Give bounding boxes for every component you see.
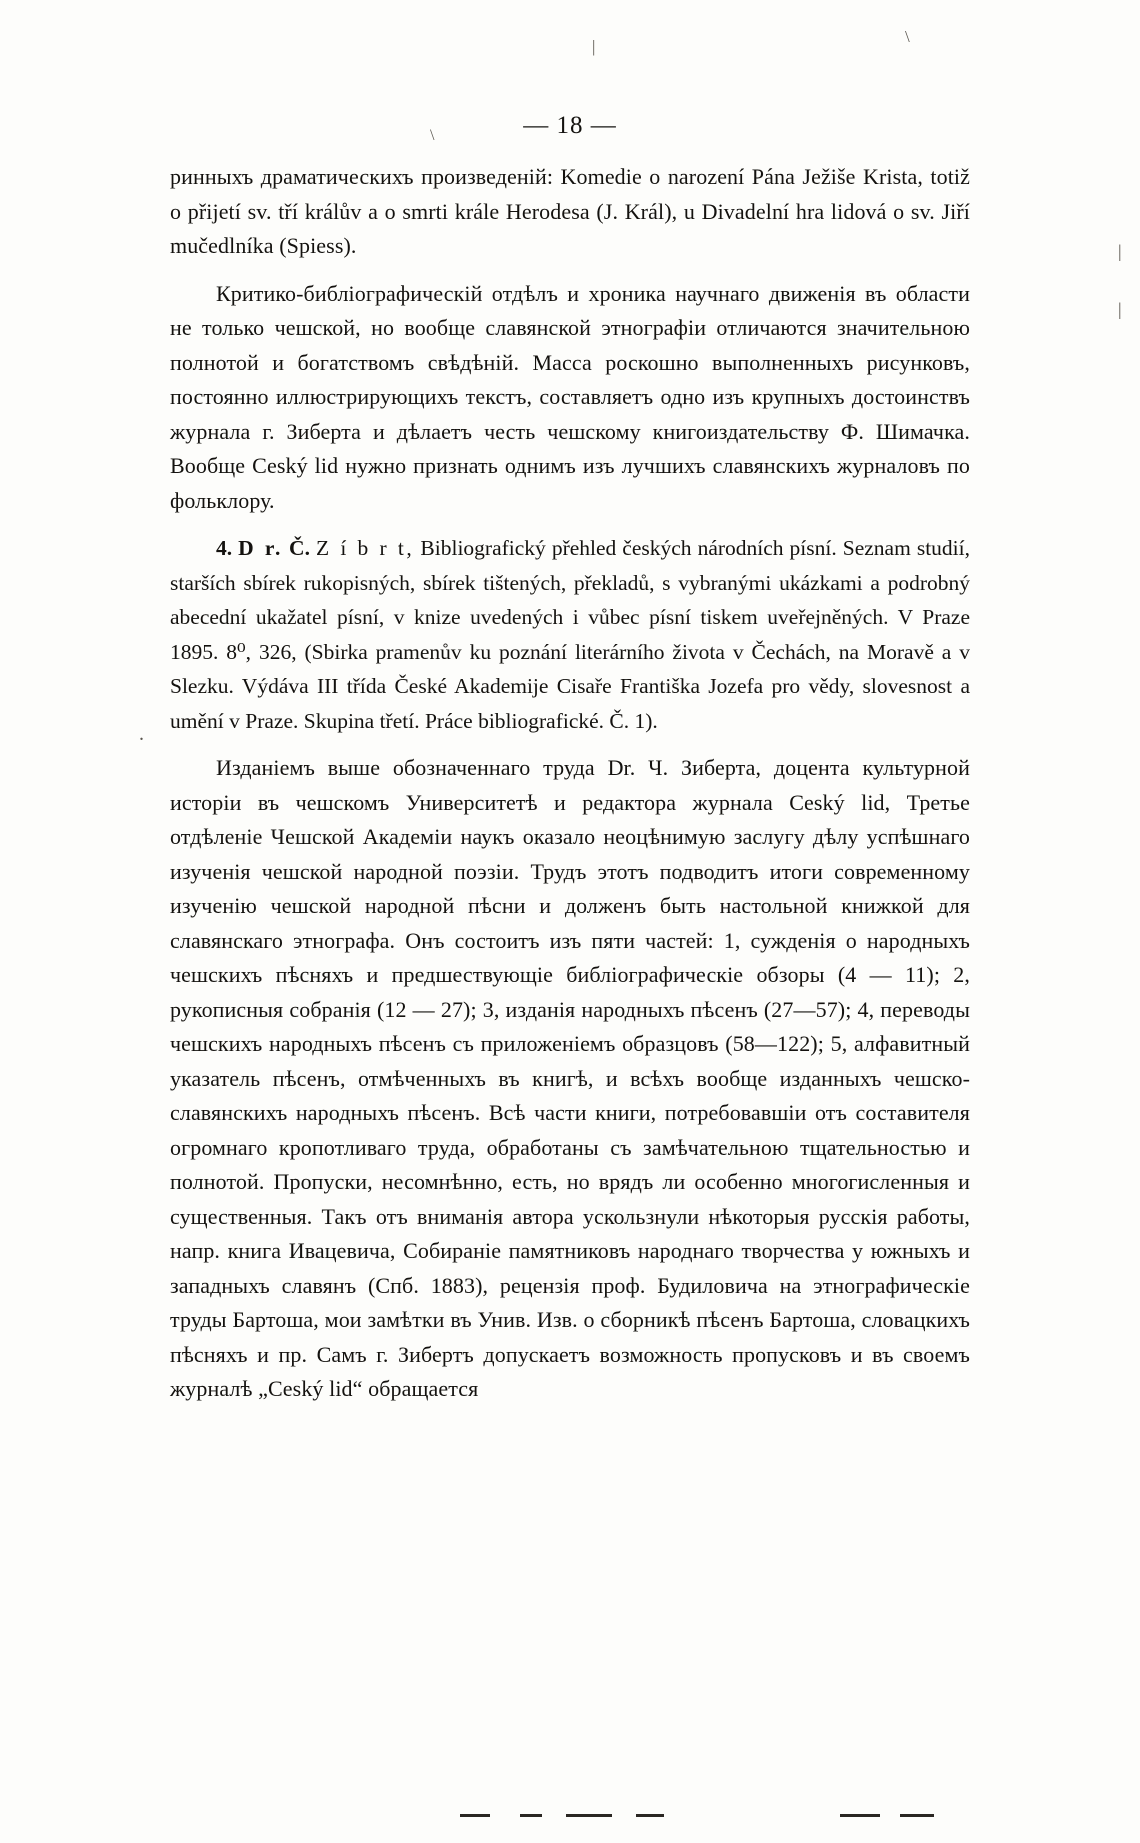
scan-artifact-top-right: \ — [905, 27, 910, 46]
bibliography-entry-4 — [170, 531, 970, 738]
bottom-mark-5 — [840, 1814, 880, 1817]
paragraph-continuation: ринныхъ драматическихъ произведеній: Komedie o narození Pána Ježiše Krista, totiž o přijetí sv. tří králův a o smrti krále Herodesa (J. Král), u Divadelní hra lidová o sv. Jiří mučedlníka (Spiess). — [170, 164, 970, 258]
entry-number: 4. — [216, 536, 233, 560]
entry-author-prefix: D r. — [238, 536, 284, 560]
bottom-mark-3 — [566, 1814, 612, 1817]
scan-artifact-near-page-number: \ — [430, 127, 435, 144]
paragraph-commentary: Изданіемъ выше обозначеннаго труда Dr. Ч. Зиберта, доцента культурной исторіи въ чешскомъ Университетѣ и редактора журнала Ceský lid, Третье отдѣленіе Чешской Академіи наукъ оказало неоцѣнимую заслугу дѣлу успѣшнаго изученія чешской народной поэзіи. Трудъ этотъ подводитъ итоги современному изученію чешской народной пѣсни и долженъ быть настольной книжкой для славянскаго этнографа. Онъ состоитъ изъ пяти частей: 1, сужденія о народныхъ чешскихъ пѣсняхъ и предшествующіе библіографическіе обзоры (4 — 11); 2, рукописныя собранія (12 — 27); 3, изданія народныхъ пѣсенъ (27—57); 4, переводы чешскихъ народныхъ пѣсенъ съ приложеніемъ образцовъ (58—122); 5, алфавитный указатель пѣсенъ, отмѣченныхъ въ книгѣ, и всѣхъ вообще изданныхъ чешско-славянскихъ народныхъ пѣсенъ. Всѣ части книги, потребовавшіи отъ составителя огромнаго кропотливаго труда, обработаны съ замѣчательною тщательностью и полнотой. Пропуски, несомнѣнно, есть, но врядъ ли особенно многогисленныя и существенныя. Такъ отъ вниманія автора ускользнули нѣкоторыя русскія работы, напр. книга Ивацевича, Собираніе памятниковъ народнаго творчества у южныхъ и западныхъ славянъ (Спб. 1883), рецензія проф. Будиловича на этнографическіе труды Бартоша, мои замѣтки въ Унив. Изв. о сборникѣ пѣсенъ Бартоша, словацкихъ пѣсняхъ и пр. Самъ г. Зибертъ допускаетъ возможность пропусковъ и въ своемъ журналѣ „Ceský lid“ обращается — [170, 755, 970, 1401]
page-body — [170, 160, 970, 1407]
entry-author-initial: Č. — [289, 536, 310, 560]
scan-artifact-left-margin-dot: . — [139, 723, 144, 745]
paragraph-review-journal: Критико-библіографическій отдѣлъ и хроника научнаго движенія въ области не только чешской, но вообще славянской этнографіи отличаются значительною полнотой и богатствомъ свѣдѣній. Масса роскошно выполненныхъ рисунковъ, постоянно иллюстрирующихъ текстъ, составляетъ одно изъ крупныхъ достоинствъ журнала г. Зиберта и дѣлаетъ честь чешскому книгоиздательству Ф. Шимачка. Вообще Ceský lid нужно признать однимъ изъ лучшихъ славянскихъ журналовъ по фольклору. — [170, 280, 970, 513]
bottom-mark-4 — [636, 1814, 664, 1817]
page-bottom-scan-artifacts — [0, 1806, 1140, 1826]
entry-description: Bibliografický přehled českých národních písní. Seznam studií, starších sbírek rukopisných, sbírek tištených, překladů, s vybranými ukázkami a podrobný abecední ukažatel písní, v knize uvedených i vůbec písní tiskem uveřejněných. V Praze 1895. 8⁰, 326, (Sbirka pramenův ku poznání literárního života v Čechách, na Moravě a v Slezku. Výdáva III třída České Akademije Cisaře Františka Jozefa pro vědy, slovesnost a umění v Praze. Skupina třetí. Práce bibliografické. Č. 1). — [170, 536, 970, 733]
scan-artifact-right-edge-2: | — [1118, 299, 1122, 319]
scan-artifact-right-edge-1: | — [1118, 241, 1122, 261]
scan-artifact-mid-right: | — [592, 37, 596, 56]
bottom-mark-6 — [900, 1814, 934, 1817]
page-number: — 18 — — [523, 112, 617, 139]
entry-author-name: Z í b r t, — [315, 536, 415, 560]
bottom-mark-1 — [460, 1814, 490, 1817]
bottom-mark-2 — [520, 1814, 542, 1817]
